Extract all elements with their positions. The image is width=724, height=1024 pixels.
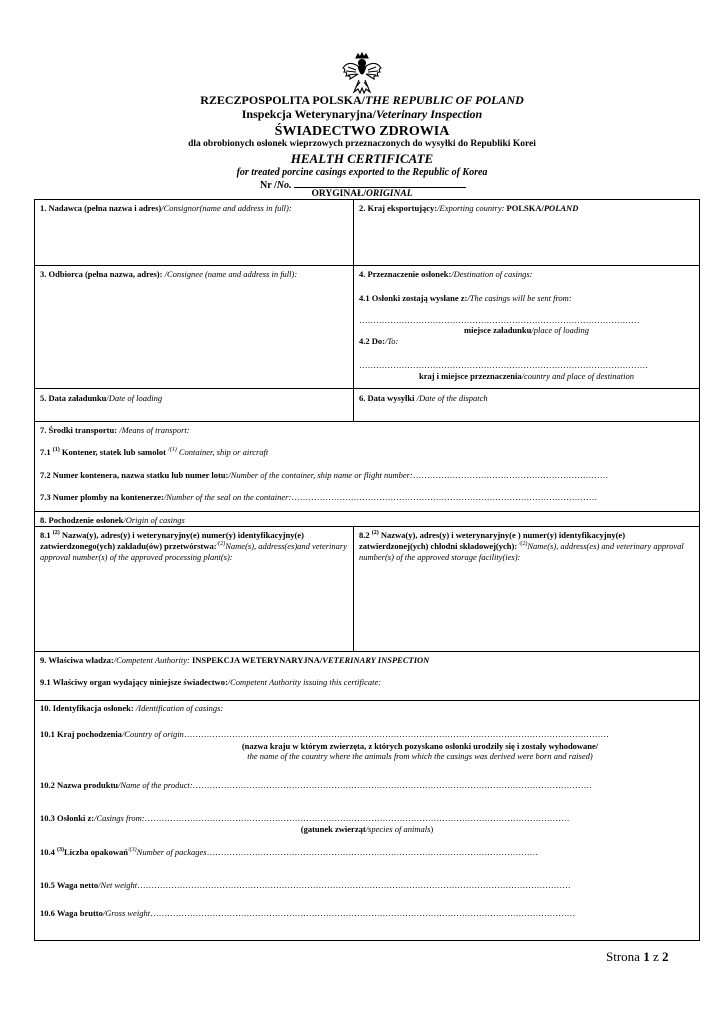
original-label: ORYGINAŁ/ORIGINAL xyxy=(311,189,413,199)
field-3-consignee[interactable]: 3. Odbiorca (pełna nazwa, adres): /Consignee (name and address in full): xyxy=(40,269,298,279)
destination-caption: kraj i miejsce przeznaczenia/country and place of destination xyxy=(418,371,635,381)
field-8-2-storage-facilities[interactable]: 8.2 $^{(2)}$ Nazwa(y), adres(y) i weterynaryjny(e ) numer(y) identyfikacyjny(e) zatwierdzonej(ych) chłodni składowej(ych): $^{/(2)}$Name(s), address(es) and veterinary approval number(s) of the approved storage facility(ies): xyxy=(359,530,684,562)
place-of-loading-caption: miejsce załadunku/place of loading xyxy=(464,325,589,335)
field-2-exporting-country: 2. Kraj eksportujący:/Exporting country: POLSKA/POLAND xyxy=(359,203,579,213)
certificate-title-en: HEALTH CERTIFICATE xyxy=(290,151,434,166)
field-7-3-seal-number[interactable]: 7.3 Numer plomby na kontenerze:/Number of the seal on the container:……………………………………………………………………………………………… xyxy=(40,492,598,502)
republic-title: RZECZPOSPOLITA POLSKA/THE REPUBLIC OF POLAND xyxy=(200,93,524,107)
country-of-origin-note-pl: (nazwa kraju w którym zwierzęta, z których pozyskano osłonki urodziły się i zostały wyhodowane/ xyxy=(241,741,599,751)
certificate-number[interactable]: Nr /No. xyxy=(260,178,466,191)
field-5-date-of-loading[interactable]: 5. Data załadunku/Date of loading xyxy=(40,393,163,403)
field-7-1-container-ship-aircraft[interactable]: 7.1 $^{(1)}$ Kontener, statek lub samolot $^{/(1)}$ Container, ship or aircraft xyxy=(40,447,269,457)
field-4-2-to[interactable]: 4.2 Do:/To: xyxy=(359,336,399,346)
field-4-1-sent-from[interactable]: 4.1 Osłonki zostają wysłane z:/The casings will be sent from: xyxy=(359,293,572,303)
polish-eagle-emblem-icon xyxy=(340,52,384,96)
species-caption: (gatunek zwierząt/species of animals) xyxy=(300,824,434,834)
field-10-5-net-weight[interactable]: 10.5 Waga netto/Net weight……………………………………………………………………………………………………………………………………… xyxy=(40,880,571,890)
field-7-2-container-number[interactable]: 7.2 Numer kontenera, nazwa statku lub numer lotu:/Number of the container, ship name or flight number:…………………………………………………………… xyxy=(40,470,609,480)
certificate-subtitle-en: for treated porcine casings exported to the Republic of Korea xyxy=(236,167,488,178)
field-10-1-country-of-origin[interactable]: 10.1 Kraj pochodzenia/Country of origin…………………………………………………………………………………………………………………………………… xyxy=(40,729,609,739)
field-9-1-issuing-authority[interactable]: 9.1 Właściwy organ wydający niniejsze świadectwo:/Competent Authority issuing this certificate: xyxy=(40,677,382,687)
field-6-date-of-dispatch[interactable]: 6. Data wysyłki /Date of the dispatch xyxy=(359,393,488,403)
field-10-identification: 10. Identyfikacja osłonek: /Identification of casings: xyxy=(40,703,224,713)
field-10-4-number-of-packages[interactable]: 10.4 $^{(3)}$Liczba opakowań$^{/(3)}$Number of packages……………………………………………………………………………………………………… xyxy=(40,847,539,857)
certificate-title-pl: ŚWIADECTWO ZDROWIA xyxy=(274,124,450,139)
field-7-means-of-transport: 7. Środki transportu: /Means of transport: xyxy=(40,425,190,435)
country-of-origin-note-en: the name of the country where the animals from which the casings was derived were born and raised) xyxy=(247,751,593,761)
page-number: Strona 1 z 2 xyxy=(606,949,669,964)
field-8-1-processing-plants[interactable]: 8.1 $^{(2)}$ Nazwa(y), adres(y) i weterynaryjny(e) numer(y) identyfikacyjny(e) zatwierdzonego(ych) zakładu(ów) przetwórstwa:$^{/(2)}$Name(s), address(es)and veterinary approval number(s) of the approved processing plant(s): xyxy=(40,530,347,562)
field-10-6-gross-weight[interactable]: 10.6 Waga brutto/Gross weight…………………………………………………………………………………………………………………………………… xyxy=(40,908,576,918)
field-4-2-dots: ………………………………………………………………………………………… xyxy=(359,360,648,370)
field-8-origin-of-casings: 8. Pochodzenie osłonek/Origin of casings xyxy=(40,515,185,525)
field-4-1-dots: ……………………………………………………………………………………… xyxy=(359,315,640,325)
field-10-3-casings-from[interactable]: 10.3 Osłonki z:/Casings from:…………………………………………………………………………………………………………………………………… xyxy=(40,813,570,823)
field-4-destination: 4. Przeznaczenie osłonek:/Destination of casings: xyxy=(359,269,533,279)
field-1-consignor[interactable]: 1. Nadawca (pełna nazwa i adres)/Consignor(name and address in full): xyxy=(40,203,292,213)
certificate-subtitle-pl: dla obrobionych osłonek wieprzowych przeznaczonych do wysyłki do Republiki Korei xyxy=(188,139,536,149)
field-9-competent-authority: 9. Właściwa władza:/Competent Authority: INSPEKCJA WETERYNARYJNA/VETERINARY INSPECTION xyxy=(40,655,430,665)
field-10-2-product-name[interactable]: 10.2 Nazwa produktu/Name of the product:…………………………………………………………………………………………………………………………… xyxy=(40,780,593,790)
inspection-title: Inspekcja Weterynaryjna/Veterinary Inspection xyxy=(241,107,483,121)
